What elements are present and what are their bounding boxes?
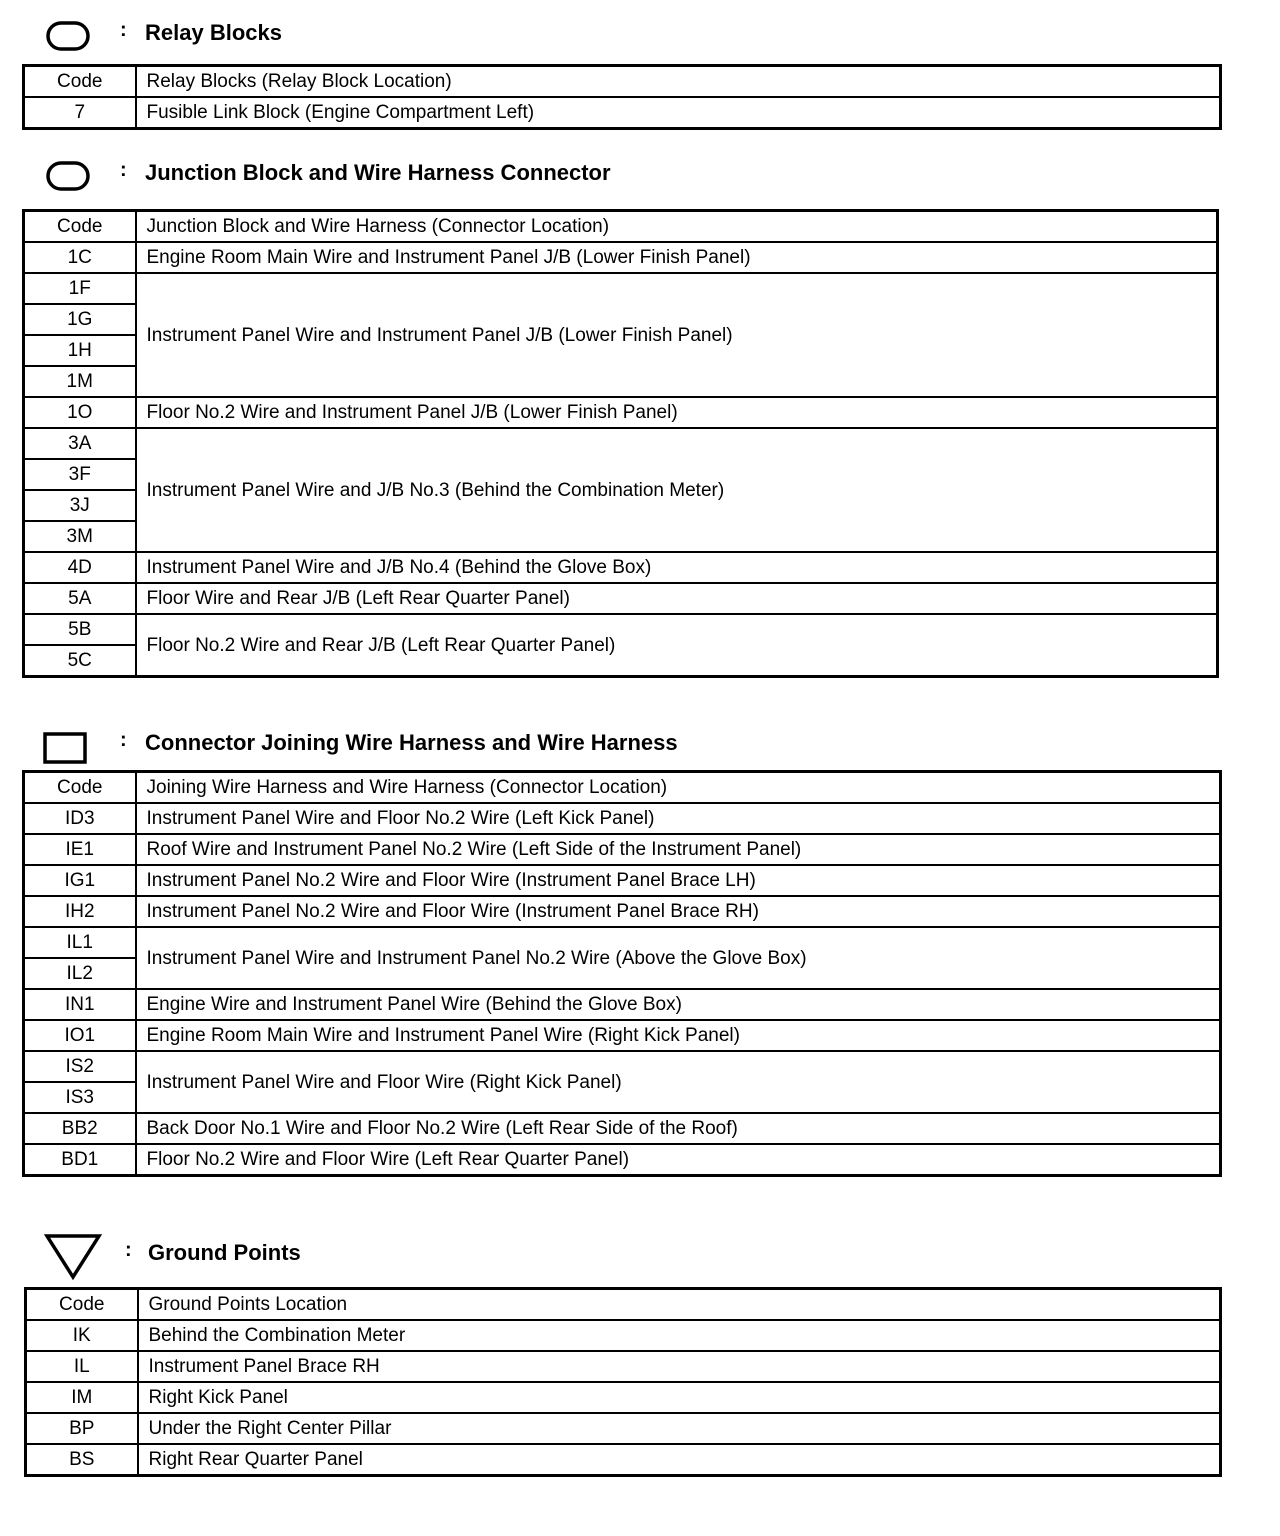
code-column-header: Code	[24, 66, 136, 98]
code-cell: 5A	[24, 583, 136, 614]
section-title: Junction Block and Wire Harness Connector	[145, 160, 611, 185]
code-cell: 5B	[24, 614, 136, 645]
location-cell: Behind the Combination Meter	[138, 1320, 1221, 1351]
connector-joining-table	[22, 770, 1222, 1177]
table-row	[26, 1413, 1221, 1444]
table-row	[24, 1020, 1221, 1051]
location-cell: Back Door No.1 Wire and Floor No.2 Wire (Left Rear Side of the Roof)	[136, 1113, 1221, 1144]
table-row	[26, 1382, 1221, 1413]
table-row	[24, 583, 1218, 614]
table-header-row	[24, 772, 1221, 804]
table-row	[24, 242, 1218, 273]
location-cell: Instrument Panel No.2 Wire and Floor Wire (Instrument Panel Brace RH)	[136, 896, 1221, 927]
ground-points-table	[24, 1287, 1222, 1477]
code-cell: 3F	[24, 459, 136, 490]
table-row	[24, 927, 1221, 958]
table-row	[26, 1320, 1221, 1351]
code-cell: 1F	[24, 273, 136, 304]
location-cell: Floor No.2 Wire and Floor Wire (Left Rear Quarter Panel)	[136, 1144, 1221, 1176]
table-row	[26, 1351, 1221, 1382]
code-cell: IK	[26, 1320, 138, 1351]
location-cell: Under the Right Center Pillar	[138, 1413, 1221, 1444]
table-row	[24, 1113, 1221, 1144]
location-cell: Right Kick Panel	[138, 1382, 1221, 1413]
code-cell: 3A	[24, 428, 136, 459]
section-header	[0, 725, 1280, 765]
location-cell: Floor No.2 Wire and Instrument Panel J/B (Lower Finish Panel)	[136, 397, 1218, 428]
code-cell: IH2	[24, 896, 136, 927]
code-cell: IM	[26, 1382, 138, 1413]
table-row	[24, 97, 1221, 129]
location-cell: Instrument Panel Wire and J/B No.3 (Behind the Combination Meter)	[136, 428, 1218, 552]
table-header-row	[26, 1289, 1221, 1321]
code-cell: IL	[26, 1351, 138, 1382]
code-cell: 1G	[24, 304, 136, 335]
section-colon: :	[120, 19, 127, 41]
section-header	[0, 15, 1280, 55]
code-cell: IS2	[24, 1051, 136, 1082]
code-cell: IL1	[24, 927, 136, 958]
location-column-header: Joining Wire Harness and Wire Harness (Connector Location)	[136, 772, 1221, 804]
table-row	[24, 834, 1221, 865]
code-cell: IN1	[24, 989, 136, 1020]
location-cell: Right Rear Quarter Panel	[138, 1444, 1221, 1476]
table-row	[24, 1144, 1221, 1176]
location-cell: Floor Wire and Rear J/B (Left Rear Quarter Panel)	[136, 583, 1218, 614]
code-cell: 1O	[24, 397, 136, 428]
table-row	[24, 397, 1218, 428]
junction-block-table	[22, 209, 1219, 678]
code-cell: IG1	[24, 865, 136, 896]
code-cell: BP	[26, 1413, 138, 1444]
code-cell: 5C	[24, 645, 136, 677]
section-colon: :	[120, 729, 127, 751]
code-cell: IO1	[24, 1020, 136, 1051]
table-row	[24, 552, 1218, 583]
table-row	[24, 896, 1221, 927]
location-cell: Engine Room Main Wire and Instrument Panel Wire (Right Kick Panel)	[136, 1020, 1221, 1051]
square-icon	[43, 732, 87, 764]
table-header-row	[24, 211, 1218, 243]
table-row	[24, 865, 1221, 896]
location-cell: Instrument Panel Wire and Instrument Panel J/B (Lower Finish Panel)	[136, 273, 1218, 397]
code-cell: 1H	[24, 335, 136, 366]
location-cell: Instrument Panel No.2 Wire and Floor Wire (Instrument Panel Brace LH)	[136, 865, 1221, 896]
location-cell: Engine Room Main Wire and Instrument Panel J/B (Lower Finish Panel)	[136, 242, 1218, 273]
table-row	[24, 989, 1221, 1020]
relay-blocks-table	[22, 64, 1222, 130]
code-cell: BB2	[24, 1113, 136, 1144]
location-cell: Instrument Panel Wire and Floor Wire (Right Kick Panel)	[136, 1051, 1221, 1113]
code-cell: IL2	[24, 958, 136, 989]
code-cell: 1M	[24, 366, 136, 397]
location-cell: Engine Wire and Instrument Panel Wire (Behind the Glove Box)	[136, 989, 1221, 1020]
location-cell: Instrument Panel Wire and J/B No.4 (Behind the Glove Box)	[136, 552, 1218, 583]
code-cell: BD1	[24, 1144, 136, 1176]
code-cell: IE1	[24, 834, 136, 865]
section-header	[0, 1233, 1280, 1273]
table-header-row	[24, 66, 1221, 98]
location-cell: Fusible Link Block (Engine Compartment Left)	[136, 97, 1221, 129]
location-column-header: Junction Block and Wire Harness (Connector Location)	[136, 211, 1218, 243]
rounded-rect-icon	[46, 21, 90, 51]
code-cell: 4D	[24, 552, 136, 583]
table-row	[26, 1444, 1221, 1476]
code-column-header: Code	[24, 772, 136, 804]
table-row	[24, 428, 1218, 459]
code-cell: ID3	[24, 803, 136, 834]
section-colon: :	[120, 159, 127, 181]
code-cell: 1C	[24, 242, 136, 273]
table-row	[24, 273, 1218, 304]
location-cell: Roof Wire and Instrument Panel No.2 Wire (Left Side of the Instrument Panel)	[136, 834, 1221, 865]
code-cell: 7	[24, 97, 136, 129]
code-cell: 3J	[24, 490, 136, 521]
code-cell: 3M	[24, 521, 136, 552]
code-column-header: Code	[24, 211, 136, 243]
table-row	[24, 1051, 1221, 1082]
location-cell: Instrument Panel Brace RH	[138, 1351, 1221, 1382]
rounded-rect-icon	[46, 161, 90, 191]
triangle-down-icon	[44, 1233, 102, 1281]
table-row	[24, 614, 1218, 645]
location-column-header: Ground Points Location	[138, 1289, 1221, 1321]
section-colon: :	[125, 1239, 132, 1261]
location-column-header: Relay Blocks (Relay Block Location)	[136, 66, 1221, 98]
table-row	[24, 803, 1221, 834]
location-cell: Floor No.2 Wire and Rear J/B (Left Rear Quarter Panel)	[136, 614, 1218, 677]
code-column-header: Code	[26, 1289, 138, 1321]
section-title: Connector Joining Wire Harness and Wire Harness	[145, 730, 678, 755]
section-header	[0, 155, 1280, 195]
location-cell: Instrument Panel Wire and Instrument Panel No.2 Wire (Above the Glove Box)	[136, 927, 1221, 989]
section-title: Relay Blocks	[145, 20, 282, 45]
location-cell: Instrument Panel Wire and Floor No.2 Wire (Left Kick Panel)	[136, 803, 1221, 834]
code-cell: BS	[26, 1444, 138, 1476]
section-title: Ground Points	[148, 1240, 301, 1265]
code-cell: IS3	[24, 1082, 136, 1113]
